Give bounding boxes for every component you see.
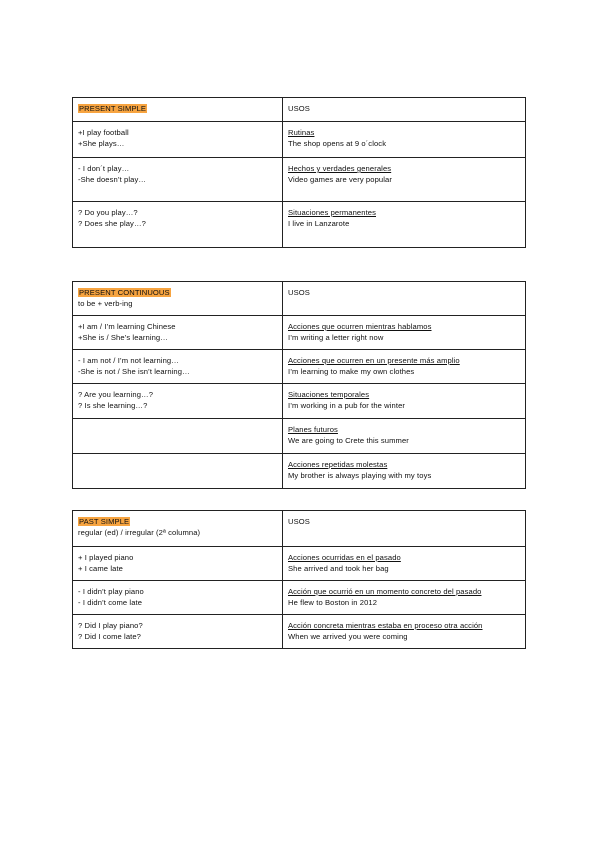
uses-header-cell [283,511,526,547]
form-cell [73,158,283,202]
use-heading: Acción que ocurrió en un momento concreto del pasado [288,587,482,596]
table-header-row [73,282,526,316]
form-cell [73,316,283,350]
table-row [73,419,526,454]
tense-title-cell [73,511,283,547]
tense-title: PRESENT SIMPLE [79,104,147,113]
tense-formula: regular (ed) / irregular (2ª columna) [78,528,201,538]
use-cell [283,350,526,384]
form-cell-empty [73,419,283,454]
table-row [73,547,526,581]
question-example: ? Are you learning…? [78,390,154,399]
tense-title: PRESENT CONTINUOUS [79,288,170,297]
table-header-row [73,98,526,122]
use-heading: Planes futuros [288,425,338,434]
use-heading: Acción concreta mientras estaba en proceso otra acción [288,621,483,630]
use-cell [283,454,526,489]
affirmative-example: + I played piano [78,553,134,562]
form-cell [73,202,283,248]
use-cell [283,419,526,454]
negative-example: - I didn’t come late [78,598,143,608]
affirmative-example: +She is / She’s learning… [78,333,168,343]
negative-example: - I am not / I’m not learning… [78,356,179,365]
form-cell-empty [73,454,283,489]
table-row [73,202,526,248]
uses-label: USOS [288,517,310,526]
uses-header-cell [283,98,526,122]
use-example: When we arrived you were coming [288,632,408,642]
negative-example: - I didn’t play piano [78,587,144,596]
use-example: We are going to Crete this summer [288,436,409,446]
tense-title: PAST SIMPLE [79,517,130,526]
use-example: I’m writing a letter right now [288,333,384,343]
use-heading: Acciones que ocurren en un presente más amplio [288,356,460,365]
table-row [73,384,526,419]
table-header-row [73,511,526,547]
tense-title-cell [73,98,283,122]
question-example: ? Did I come late? [78,632,142,642]
use-example: The shop opens at 9 o´clock [288,139,387,149]
table-row [73,581,526,615]
table-row [73,122,526,158]
use-cell [283,547,526,581]
question-example: ? Does she play…? [78,219,146,229]
tense-formula: to be + verb-ing [78,299,133,309]
use-example: My brother is always playing with my toys [288,471,432,481]
use-heading: Acciones ocurridas en el pasado [288,553,401,562]
use-cell [283,122,526,158]
use-heading: Acciones que ocurren mientras hablamos [288,322,432,331]
use-example: He flew to Boston in 2012 [288,598,378,608]
uses-label: USOS [288,288,310,297]
question-example: ? Is she learning…? [78,401,148,411]
affirmative-example: +I am / I’m learning Chinese [78,322,176,331]
present-continuous-table [72,281,526,489]
use-example: I’m working in a pub for the winter [288,401,406,411]
use-cell [283,202,526,248]
question-example: ? Do you play…? [78,208,138,217]
table-row [73,316,526,350]
tense-title-cell [73,282,283,316]
question-example: ? Did I play piano? [78,621,143,630]
table-row [73,158,526,202]
table-row [73,454,526,489]
use-heading: Hechos y verdades generales [288,164,392,173]
negative-example: -She is not / She isn’t learning… [78,367,190,377]
table-row [73,615,526,649]
affirmative-example: +I play football [78,128,129,137]
form-cell [73,547,283,581]
use-cell [283,316,526,350]
negative-example: - I don´t play… [78,164,130,173]
use-heading: Situaciones permanentes [288,208,376,217]
negative-example: -She doesn’t play… [78,175,147,185]
form-cell [73,350,283,384]
form-cell [73,122,283,158]
uses-header-cell [283,282,526,316]
use-example: Video games are very popular [288,175,392,185]
uses-label: USOS [288,104,310,113]
present-simple-table [72,97,526,248]
use-cell [283,384,526,419]
use-example: I’m learning to make my own clothes [288,367,415,377]
use-example: She arrived and took her bag [288,564,389,574]
use-cell [283,581,526,615]
use-example: I live in Lanzarote [288,219,350,229]
form-cell [73,384,283,419]
affirmative-example: + I came late [78,564,123,574]
form-cell [73,581,283,615]
use-heading: Rutinas [288,128,315,137]
use-heading: Situaciones temporales [288,390,370,399]
use-cell [283,158,526,202]
form-cell [73,615,283,649]
use-cell [283,615,526,649]
table-row [73,350,526,384]
affirmative-example: +She plays… [78,139,125,149]
past-simple-table [72,510,526,649]
use-heading: Acciones repetidas molestas [288,460,388,469]
